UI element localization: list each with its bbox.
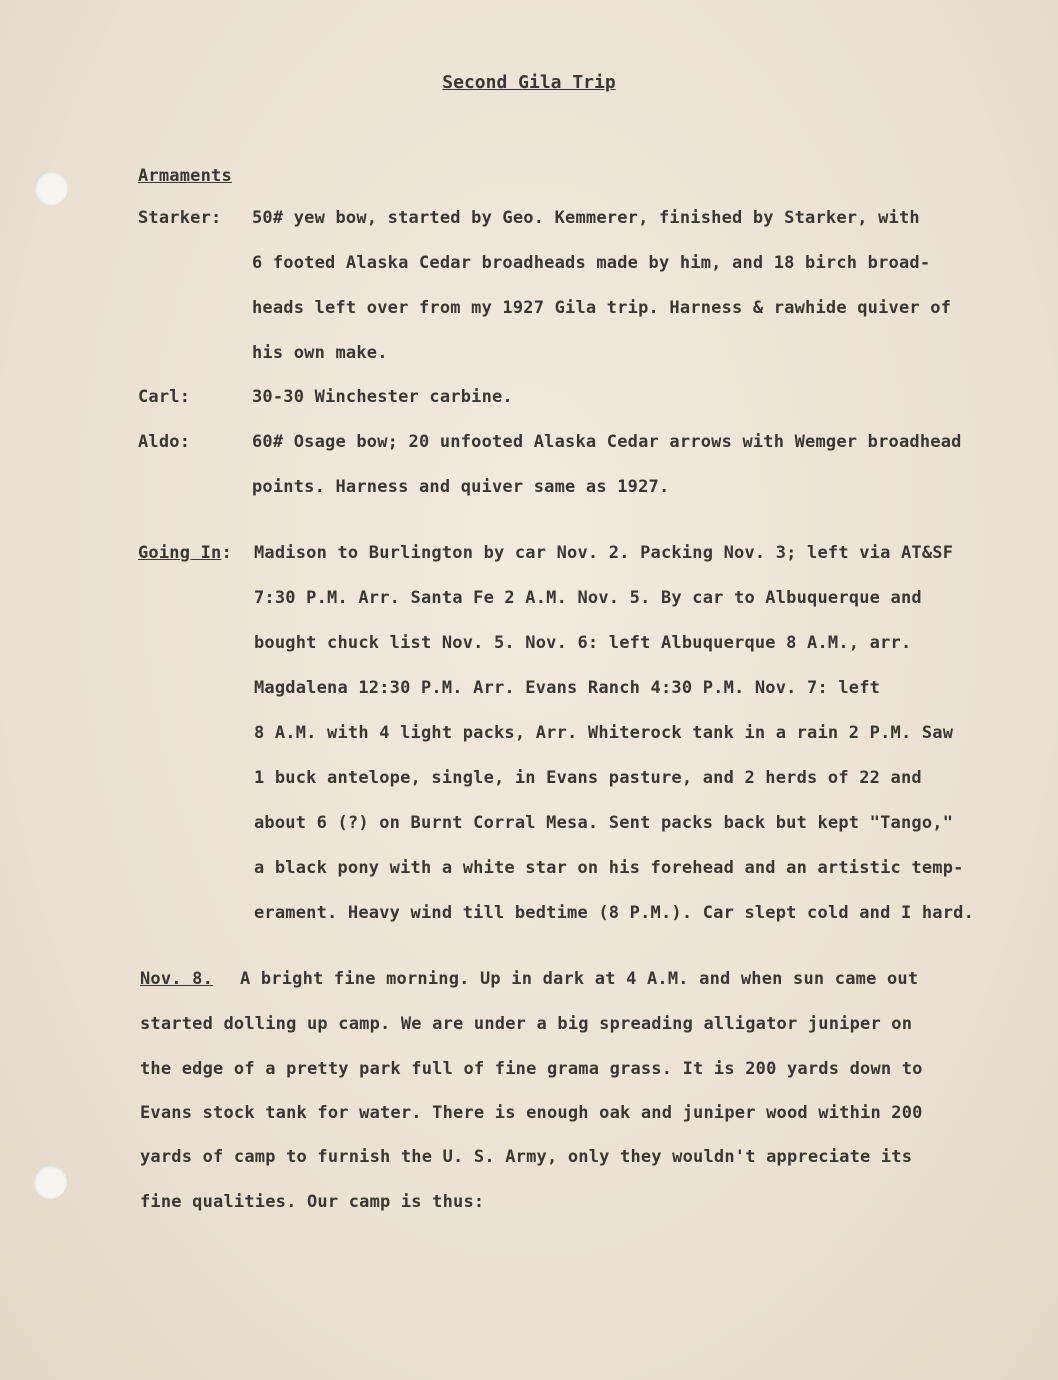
starker-line-2: 6 footed Alaska Cedar broadheads made by him, and 18 birch broad-: [252, 253, 931, 273]
going-in-line-5: 8 A.M. with 4 light packs, Arr. Whiterock tank in a rain 2 P.M. Saw: [254, 723, 954, 743]
starker-line-4: his own make.: [252, 343, 388, 363]
going-in-line-4: Magdalena 12:30 P.M. Arr. Evans Ranch 4:30 P.M. Nov. 7: left: [254, 678, 881, 698]
going-in-line-1: Madison to Burlington by car Nov. 2. Packing Nov. 3; left via AT&SF: [254, 543, 954, 563]
going-in-heading: [138, 543, 232, 563]
nov8-label: Nov. 8.: [140, 969, 214, 989]
going-in-line-9: erament. Heavy wind till bedtime (8 P.M.). Car slept cold and I hard.: [254, 903, 975, 923]
aldo-line-1: 60# Osage bow; 20 unfooted Alaska Cedar arrows with Wemger broadhead: [252, 432, 962, 452]
binder-hole-bottom: [33, 1165, 67, 1199]
nov8-line-1: A bright fine morning. Up in dark at 4 A.M. and when sun came out: [240, 969, 919, 989]
going-in-line-8: a black pony with a white star on his forehead and an artistic temp-: [254, 858, 964, 878]
carl-line-1: 30-30 Winchester carbine.: [252, 387, 513, 407]
going-in-line-6: 1 buck antelope, single, in Evans pasture, and 2 herds of 22 and: [254, 768, 922, 788]
carl-label: Carl:: [138, 387, 191, 407]
nov8-line-5: yards of camp to furnish the U. S. Army, only they wouldn't appreciate its: [140, 1147, 913, 1167]
aldo-label: Aldo:: [138, 432, 191, 452]
nov8-line-4: Evans stock tank for water. There is enough oak and juniper wood within 200: [140, 1103, 923, 1123]
going-in-line-7: about 6 (?) on Burnt Corral Mesa. Sent packs back but kept "Tango,": [254, 813, 954, 833]
nov8-line-3: the edge of a pretty park full of fine grama grass. It is 200 yards down to: [140, 1059, 923, 1079]
going-in-line-2: 7:30 P.M. Arr. Santa Fe 2 A.M. Nov. 5. By car to Albuquerque and: [254, 588, 922, 608]
starker-line-1: 50# yew bow, started by Geo. Kemmerer, finished by Starker, with: [252, 208, 920, 228]
nov8-line-6: fine qualities. Our camp is thus:: [140, 1192, 485, 1212]
going-in-line-3: bought chuck list Nov. 5. Nov. 6: left Albuquerque 8 A.M., arr.: [254, 633, 912, 653]
going-in-colon: :: [221, 543, 232, 563]
binder-hole-top: [34, 171, 68, 205]
nov8-line-2: started dolling up camp. We are under a big spreading alligator juniper on: [140, 1014, 913, 1034]
starker-label: Starker:: [138, 208, 222, 228]
starker-line-3: heads left over from my 1927 Gila trip. Harness & rawhide quiver of: [252, 298, 952, 318]
aldo-line-2: points. Harness and quiver same as 1927.: [252, 477, 670, 497]
armaments-heading: Armaments: [138, 166, 232, 186]
going-in-label: Going In: [138, 543, 222, 563]
page-title: Second Gila Trip: [442, 72, 616, 93]
